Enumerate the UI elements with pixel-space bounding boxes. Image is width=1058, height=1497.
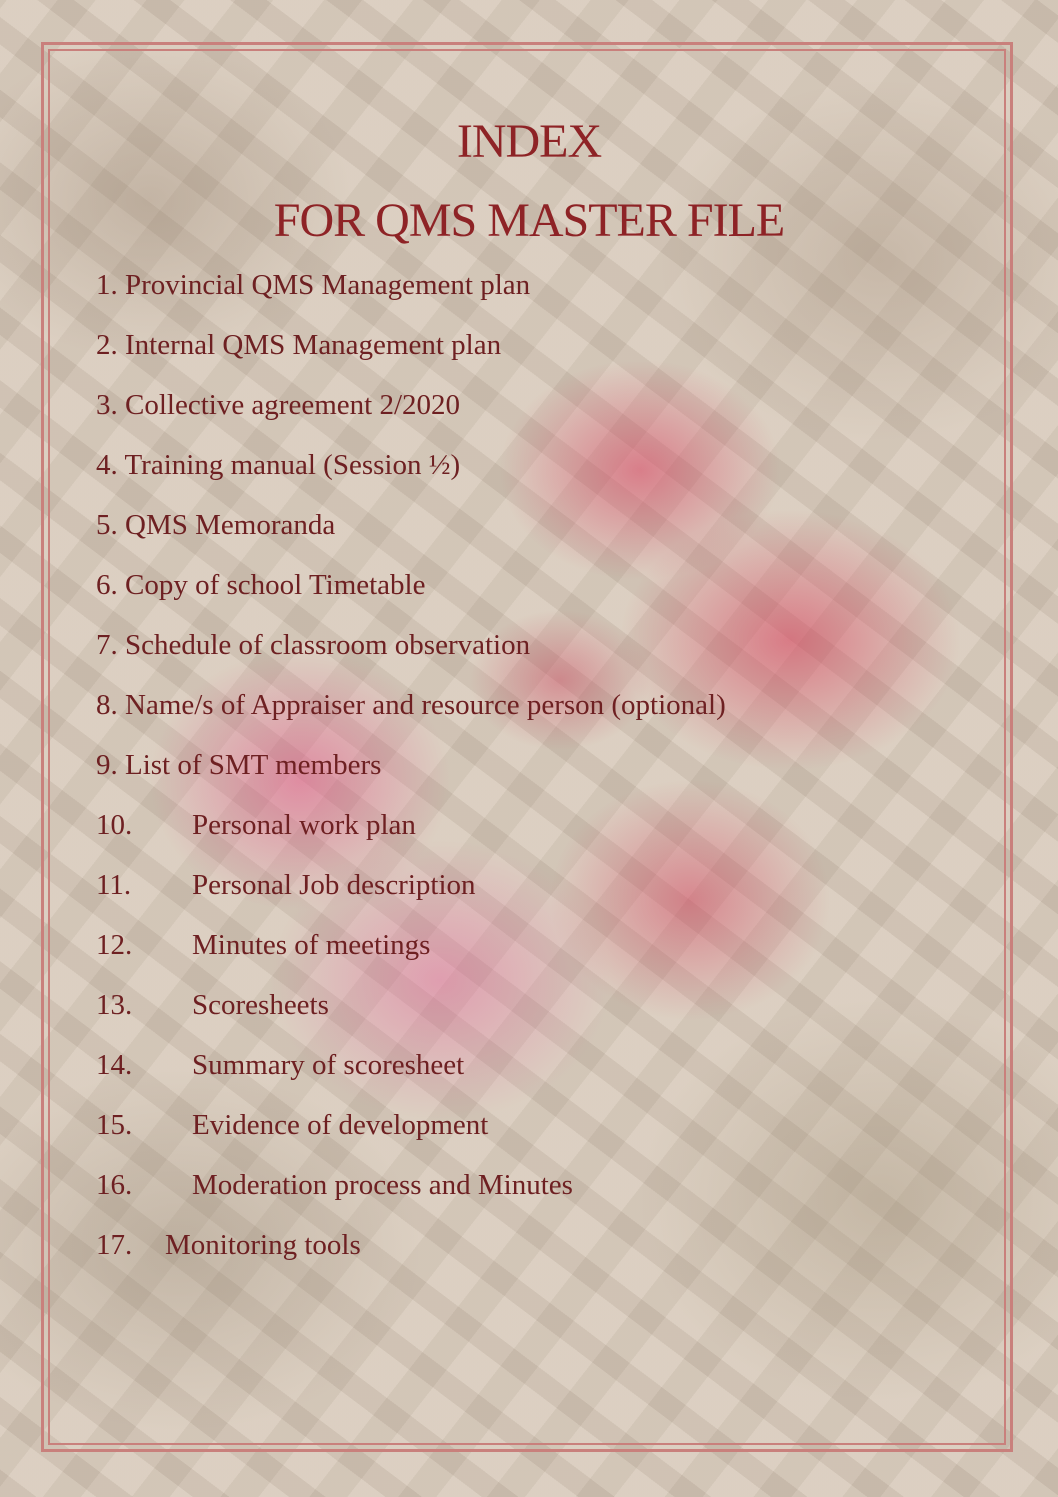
item-number: 3. [96, 389, 118, 421]
list-item [96, 1165, 726, 1225]
list-item [96, 385, 726, 445]
item-number: 7. [96, 629, 118, 661]
item-number: 5. [96, 509, 118, 541]
item-number: 15. [96, 1109, 133, 1141]
list-item [96, 625, 726, 685]
list-item [96, 985, 726, 1045]
item-text: Summary of scoresheet [192, 1049, 465, 1081]
list-item [96, 565, 726, 625]
item-number: 13. [96, 989, 133, 1021]
item-text: Personal work plan [192, 809, 416, 841]
item-number: 16. [96, 1169, 133, 1201]
item-number: 2. [96, 329, 118, 361]
item-text: Training manual (Session ½) [124, 449, 461, 481]
item-text: QMS Memoranda [125, 509, 336, 541]
item-text: Internal QMS Management plan [125, 329, 502, 361]
item-text: Personal Job description [192, 869, 476, 901]
list-item [96, 265, 726, 325]
index-list [96, 265, 726, 1285]
list-item [96, 865, 726, 925]
list-item [96, 445, 726, 505]
item-text: Provincial QMS Management plan [125, 269, 531, 301]
list-item [96, 1225, 726, 1285]
item-number: 10. [96, 809, 133, 841]
list-item [96, 685, 726, 745]
list-item [96, 505, 726, 565]
item-number: 4. [96, 449, 118, 481]
item-text: Name/s of Appraiser and resource person (optional) [125, 689, 726, 721]
item-text: Schedule of classroom observation [125, 629, 531, 661]
list-item [96, 805, 726, 865]
item-text: Scoresheets [192, 989, 329, 1021]
list-item [96, 1105, 726, 1165]
list-item [96, 745, 726, 805]
item-number: 17. [96, 1229, 133, 1261]
item-text: List of SMT members [125, 749, 382, 781]
item-number: 8. [96, 689, 118, 721]
item-number: 9. [96, 749, 118, 781]
item-number: 14. [96, 1049, 133, 1081]
item-number: 6. [96, 569, 118, 601]
list-item [96, 1045, 726, 1105]
list-item [96, 925, 726, 985]
item-text: Collective agreement 2/2020 [125, 389, 461, 421]
item-number: 11. [96, 869, 132, 901]
index-subtitle: FOR QMS MASTER FILE [273, 194, 785, 247]
index-title: INDEX [456, 115, 602, 168]
item-text: Evidence of development [192, 1109, 489, 1141]
item-number: 12. [96, 929, 133, 961]
item-text: Moderation process and Minutes [192, 1169, 573, 1201]
item-text: Monitoring tools [165, 1229, 361, 1261]
item-number: 1. [96, 269, 118, 301]
item-text: Copy of school Timetable [125, 569, 426, 601]
item-text: Minutes of meetings [192, 929, 431, 961]
list-item [96, 325, 726, 385]
